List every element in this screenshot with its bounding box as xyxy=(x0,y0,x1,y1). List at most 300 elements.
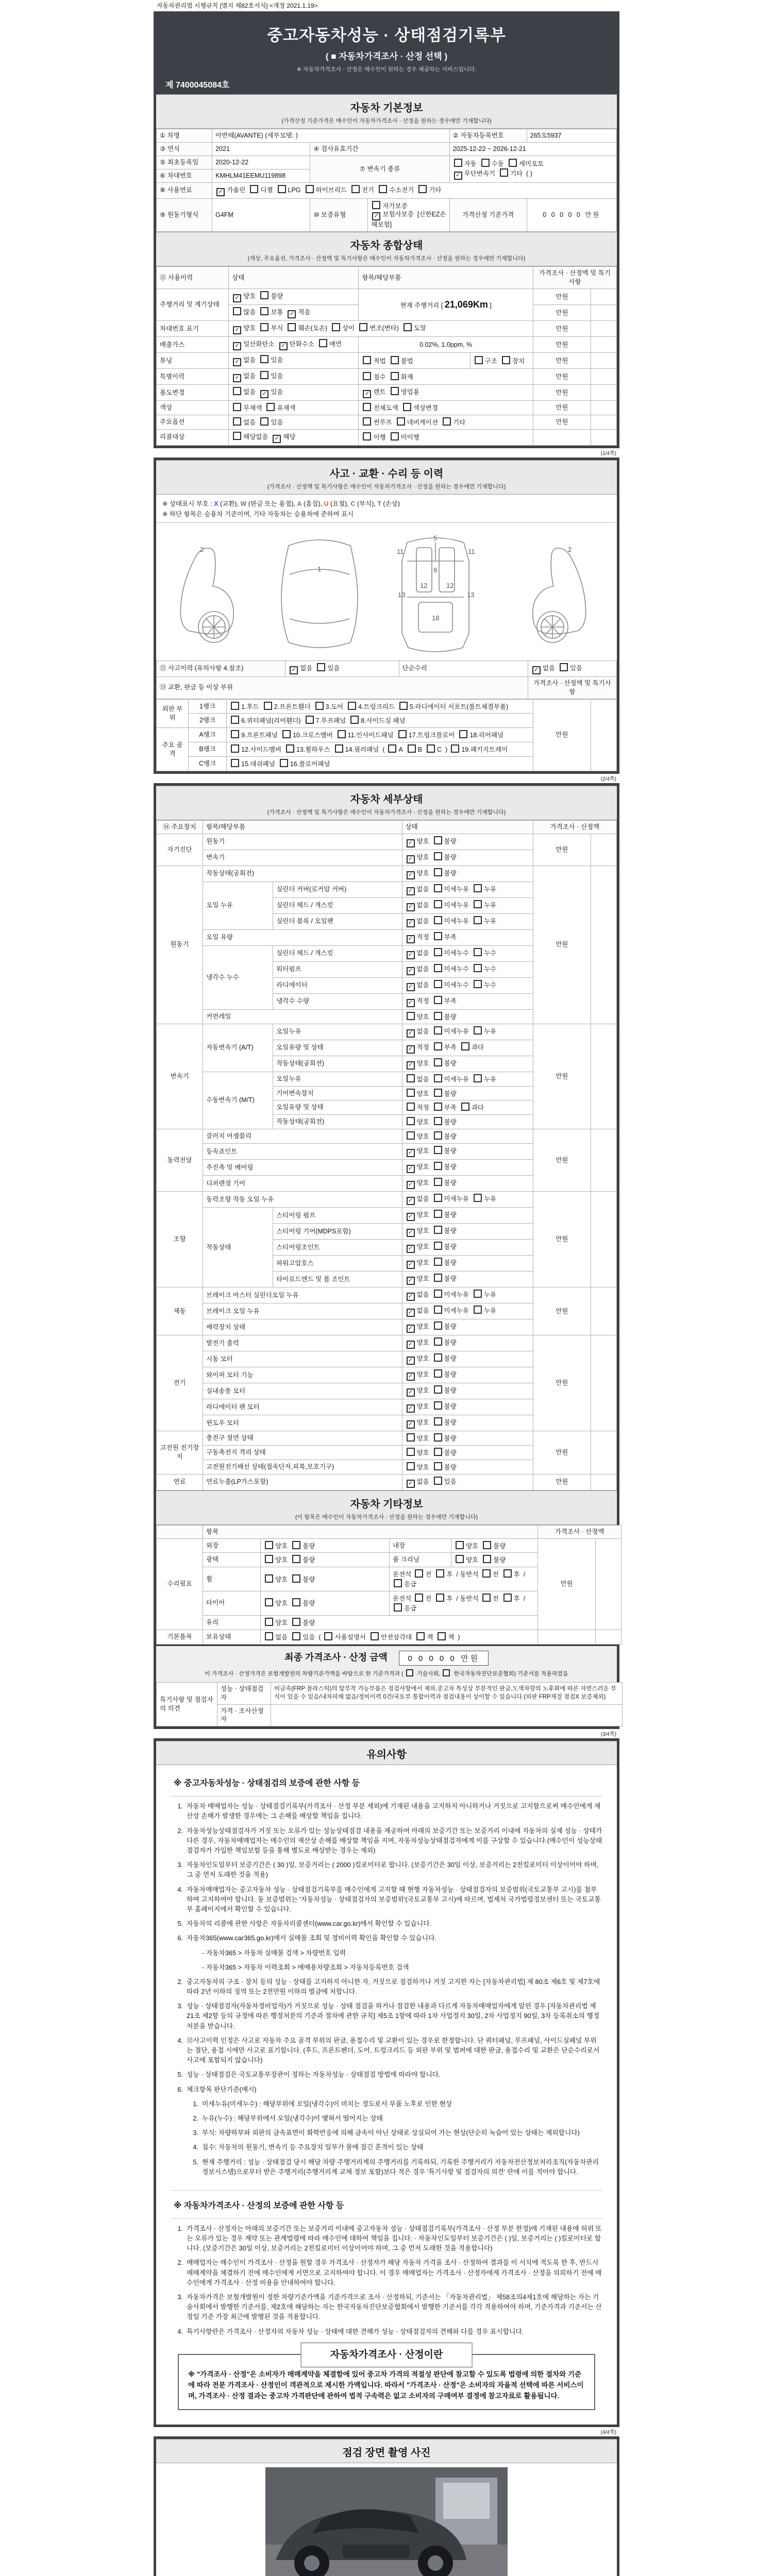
checkbox[interactable] xyxy=(434,1042,442,1050)
cell xyxy=(591,429,616,445)
checkbox[interactable] xyxy=(379,185,387,193)
checkbox[interactable] xyxy=(482,1569,491,1578)
checkbox-label: 응급 xyxy=(404,1581,417,1588)
checkbox[interactable]: ✓ xyxy=(407,935,415,943)
checkbox[interactable] xyxy=(233,387,241,395)
checkbox[interactable] xyxy=(434,1353,442,1362)
checkbox-option xyxy=(390,387,419,397)
option-cell xyxy=(402,913,533,929)
checkbox[interactable] xyxy=(438,1632,446,1640)
checkbox[interactable] xyxy=(260,307,268,315)
page-marker-2: (2/4쪽) xyxy=(600,776,616,782)
checkbox[interactable] xyxy=(317,663,325,671)
checkbox[interactable] xyxy=(399,702,408,710)
checkbox[interactable] xyxy=(231,716,239,724)
header-cell: ⑦ 변속기 종류 xyxy=(310,156,449,182)
header-cell: ⑤ 최초등록일 xyxy=(157,156,212,169)
checkbox[interactable] xyxy=(288,323,296,331)
checkbox[interactable] xyxy=(408,744,416,753)
checkbox[interactable] xyxy=(474,916,482,924)
option-cell xyxy=(402,1072,533,1086)
checkbox[interactable] xyxy=(363,432,371,440)
checkbox[interactable] xyxy=(292,1555,300,1563)
notice-text: - 자동차365 > 자동차 이력조회 > 매매용차량조회 > 자동차등록번호 검색 xyxy=(202,1963,409,1971)
checkbox[interactable]: ✓ xyxy=(407,1480,415,1488)
checkbox-option xyxy=(406,901,429,911)
checkbox-option xyxy=(316,663,340,673)
checkbox[interactable] xyxy=(332,323,340,331)
checkbox[interactable] xyxy=(406,1669,413,1676)
option-cell xyxy=(402,1445,533,1460)
cell: 색상 xyxy=(157,401,229,415)
cell: 고전원 전기장치 xyxy=(157,1431,203,1475)
checkbox[interactable] xyxy=(474,1026,482,1035)
checkbox-label: 13.휠하우스 xyxy=(296,746,330,754)
checkbox[interactable]: ✓ xyxy=(407,1388,415,1397)
checkbox[interactable] xyxy=(407,1012,415,1020)
checkbox[interactable] xyxy=(459,730,467,738)
checkbox[interactable]: ✓ xyxy=(407,1309,415,1317)
checkbox-label: 불량 xyxy=(444,1449,457,1456)
checkbox-label: 미세누유 xyxy=(444,1027,469,1035)
header-cell: ④ 검사유효기간 xyxy=(310,142,449,156)
checkbox[interactable] xyxy=(292,1598,300,1606)
accident-legend xyxy=(156,495,617,523)
checkbox[interactable] xyxy=(292,1618,300,1626)
checkbox[interactable] xyxy=(474,900,482,908)
checkbox[interactable] xyxy=(335,744,343,753)
notice-number: 2. xyxy=(177,1977,183,1986)
checkbox-label: 없음 xyxy=(416,1075,429,1083)
checkbox[interactable] xyxy=(233,417,241,426)
checkbox-label: 누유 xyxy=(483,1195,497,1202)
checkbox-label: 불량 xyxy=(444,837,457,845)
checkbox[interactable] xyxy=(286,744,294,753)
checkbox[interactable] xyxy=(394,1579,402,1587)
checkbox[interactable] xyxy=(474,948,482,956)
checkbox[interactable] xyxy=(434,948,442,956)
checkbox[interactable]: ✓ xyxy=(233,294,241,302)
checkbox[interactable] xyxy=(324,1632,332,1640)
checkbox-option xyxy=(272,433,295,443)
svg-text:11: 11 xyxy=(397,547,404,555)
checkbox-label: 누유 xyxy=(483,1075,497,1083)
option-cell xyxy=(402,993,533,1009)
notice-item xyxy=(171,1919,602,1928)
checkbox[interactable] xyxy=(250,185,258,193)
checkbox[interactable]: ✓ xyxy=(407,1261,415,1269)
checkbox[interactable] xyxy=(388,744,396,753)
checkbox[interactable] xyxy=(415,1594,423,1602)
checkbox[interactable] xyxy=(315,702,324,710)
checkbox-label: 기타 xyxy=(510,170,523,177)
checkbox[interactable] xyxy=(363,372,371,380)
overall-condition-table xyxy=(156,266,617,446)
checkbox[interactable]: ✓ xyxy=(407,1229,415,1237)
checkbox[interactable] xyxy=(292,1541,300,1549)
checkbox[interactable] xyxy=(503,1569,512,1578)
checkbox[interactable] xyxy=(474,884,482,892)
checkbox[interactable]: ✓ xyxy=(407,983,415,991)
checkbox[interactable] xyxy=(338,730,346,738)
checkbox[interactable]: ✓ xyxy=(288,310,296,318)
checkbox-option xyxy=(264,1618,288,1628)
checkbox[interactable] xyxy=(363,356,371,364)
checkbox[interactable] xyxy=(434,1401,442,1410)
checkbox[interactable] xyxy=(418,185,427,193)
checkbox[interactable]: ✓ xyxy=(233,326,241,334)
checkbox[interactable] xyxy=(231,744,239,753)
cell: 1랭크 xyxy=(189,699,227,714)
checkbox[interactable] xyxy=(278,185,286,193)
checkbox[interactable] xyxy=(407,1448,415,1456)
checkbox-option xyxy=(433,1448,457,1458)
checkbox-option xyxy=(265,403,295,413)
checkbox[interactable] xyxy=(391,387,399,395)
checkbox-option xyxy=(473,980,496,990)
cell: 주행거리 및 계기상태 xyxy=(157,289,229,321)
checkbox[interactable] xyxy=(451,744,459,753)
checkbox[interactable] xyxy=(407,1462,415,1470)
checkbox[interactable] xyxy=(443,1669,450,1676)
checkbox[interactable]: ✓ xyxy=(407,1213,415,1221)
notice-text: 자동차의 리콜에 관한 사항은 자동차리콜센터(www.car.go.kr)에서 확인할 수 있습니다. xyxy=(187,1920,432,1928)
checkbox[interactable] xyxy=(474,964,482,972)
checkbox[interactable]: ✓ xyxy=(407,871,415,879)
checkbox[interactable] xyxy=(560,663,568,671)
checkbox[interactable]: ✓ xyxy=(407,1197,415,1205)
checkbox[interactable] xyxy=(482,1594,491,1602)
checkbox[interactable] xyxy=(434,980,442,988)
cell: 스티어링조인트 xyxy=(273,1240,402,1256)
checkbox[interactable]: ✓ xyxy=(372,212,380,221)
checkbox[interactable] xyxy=(434,1258,442,1266)
checkbox[interactable] xyxy=(306,185,314,193)
checkbox[interactable] xyxy=(348,702,356,710)
cell xyxy=(271,1704,623,1726)
checkbox[interactable]: ✓ xyxy=(407,1341,415,1349)
checkbox-label: 미세누유 xyxy=(444,1195,469,1202)
checkbox[interactable]: ✓ xyxy=(407,1045,415,1054)
notice-item xyxy=(186,2142,602,2152)
checkbox[interactable]: ✓ xyxy=(407,1420,415,1429)
checkbox[interactable]: ✓ xyxy=(407,1325,415,1333)
checkbox[interactable] xyxy=(436,1594,444,1602)
checkbox[interactable] xyxy=(351,185,360,193)
checkbox[interactable]: ✓ xyxy=(532,666,541,674)
checkbox[interactable] xyxy=(434,1074,442,1082)
checkbox-label: 없음 xyxy=(542,664,555,672)
checkbox[interactable] xyxy=(434,1089,442,1097)
checkbox[interactable] xyxy=(434,868,442,876)
checkbox[interactable] xyxy=(434,1321,442,1330)
checkbox[interactable] xyxy=(265,1574,273,1583)
checkbox[interactable] xyxy=(456,1555,464,1563)
checkbox[interactable] xyxy=(407,1074,415,1082)
checkbox[interactable] xyxy=(436,1569,444,1578)
checkbox[interactable] xyxy=(434,1012,442,1020)
checkbox[interactable] xyxy=(398,730,407,738)
checkbox[interactable]: ✓ xyxy=(279,342,288,350)
checkbox[interactable] xyxy=(502,356,510,364)
checkbox[interactable]: ✓ xyxy=(407,839,415,848)
checkbox[interactable] xyxy=(434,852,442,860)
checkbox[interactable] xyxy=(434,1026,442,1035)
checkbox-option xyxy=(406,1418,429,1429)
cell xyxy=(591,1474,616,1490)
option-cell xyxy=(227,699,533,714)
checkbox-label: 누수 xyxy=(483,949,497,957)
checkbox[interactable] xyxy=(474,1290,482,1298)
notice-number: 2. xyxy=(193,2114,198,2122)
checkbox[interactable]: ✓ xyxy=(407,1357,415,1365)
checkbox[interactable] xyxy=(483,1541,491,1549)
checkbox-option xyxy=(287,323,327,333)
checkbox[interactable] xyxy=(474,1306,482,1314)
checkbox[interactable] xyxy=(363,417,371,426)
checkbox[interactable] xyxy=(500,168,508,177)
checkbox[interactable] xyxy=(434,836,442,844)
checkbox[interactable] xyxy=(265,1598,273,1606)
checkbox[interactable]: ✓ xyxy=(216,188,225,196)
checkbox[interactable] xyxy=(434,1385,442,1394)
checkbox[interactable]: ✓ xyxy=(407,1372,415,1381)
checkbox[interactable] xyxy=(434,1058,442,1066)
checkbox[interactable] xyxy=(292,1632,300,1640)
checkbox[interactable] xyxy=(265,1632,273,1640)
notice-number xyxy=(186,1948,198,1958)
checkbox[interactable] xyxy=(260,291,268,299)
notice-item xyxy=(171,2001,602,2031)
checkbox[interactable] xyxy=(434,1194,442,1202)
checkbox[interactable] xyxy=(475,356,483,364)
checkbox[interactable] xyxy=(407,1089,415,1097)
option-cell xyxy=(359,385,533,401)
checkbox[interactable] xyxy=(434,1178,442,1186)
checkbox-option xyxy=(393,1603,416,1613)
checkbox[interactable] xyxy=(350,716,359,724)
checkbox[interactable]: ✓ xyxy=(273,435,281,443)
checkbox[interactable] xyxy=(434,1146,442,1154)
notice-text: 자동차인도일부터 보증기간은 ( 30 )일, 보증거리는 ( 2000 )킬로미터로 합니다. (보증기간은 30일 이상, 보증거리는 2천킬로미터 이상이어야 하며, 그 중 먼저 도래한 것을 적용) xyxy=(187,1861,599,1879)
checkbox-label: 양호 xyxy=(416,1449,429,1456)
checkbox[interactable] xyxy=(266,403,275,411)
checkbox[interactable]: ✓ xyxy=(407,999,415,1007)
checkbox-label: 7.루프패널 xyxy=(315,717,346,725)
checkbox[interactable] xyxy=(461,1042,469,1050)
checkbox[interactable] xyxy=(372,201,380,209)
checkbox[interactable] xyxy=(407,1131,415,1140)
checkbox-option xyxy=(433,868,457,878)
checkbox-option xyxy=(433,964,469,974)
checkbox[interactable] xyxy=(434,1477,442,1485)
checkbox[interactable]: ✓ xyxy=(407,1293,415,1301)
notice-item xyxy=(171,1860,602,1879)
checkbox[interactable] xyxy=(391,356,399,364)
checkbox[interactable] xyxy=(231,702,239,710)
checkbox[interactable] xyxy=(434,1306,442,1314)
checkbox[interactable] xyxy=(434,1462,442,1470)
cell: 용도변경 xyxy=(157,385,229,401)
checkbox[interactable] xyxy=(280,759,288,767)
cell: 윈도우 모터 xyxy=(203,1415,402,1431)
notice-text: 성능 · 상태점검은 국토교통부장관이 정하는 자동차성능 · 상태점검 방법에 따라야 합니다. xyxy=(187,2071,441,2079)
cell: 작동상태(공회전) xyxy=(203,866,402,882)
checkbox[interactable] xyxy=(265,1555,273,1563)
checkbox[interactable] xyxy=(434,964,442,972)
checkbox[interactable] xyxy=(282,730,291,738)
checkbox[interactable] xyxy=(415,1569,423,1578)
checkbox[interactable]: ✓ xyxy=(407,1404,415,1413)
checkbox[interactable] xyxy=(434,1369,442,1378)
checkbox-option xyxy=(435,1569,452,1579)
checkbox[interactable] xyxy=(474,1074,482,1082)
checkbox[interactable] xyxy=(434,1242,442,1250)
checkbox[interactable] xyxy=(481,159,490,167)
checkbox-label: 양호 xyxy=(243,325,256,332)
checkbox[interactable]: ✓ xyxy=(407,951,415,959)
checkbox[interactable] xyxy=(434,1162,442,1170)
checkbox-label: 양호 xyxy=(275,1619,288,1626)
checkbox[interactable] xyxy=(434,1117,442,1125)
checkbox[interactable]: ✓ xyxy=(407,967,415,975)
checkbox[interactable] xyxy=(231,730,239,738)
checkbox[interactable] xyxy=(434,884,442,892)
checkbox[interactable]: ✓ xyxy=(407,1165,415,1173)
checkbox-option xyxy=(230,730,278,740)
checkbox[interactable] xyxy=(434,1210,442,1218)
checkbox-option xyxy=(291,1555,315,1565)
checkbox[interactable] xyxy=(434,1417,442,1426)
option-cell xyxy=(402,1176,533,1192)
checkbox[interactable] xyxy=(503,1594,512,1602)
checkbox[interactable] xyxy=(233,403,241,411)
checkbox[interactable] xyxy=(363,403,371,411)
checkbox-label: 없음 xyxy=(416,949,429,957)
checkbox[interactable] xyxy=(509,159,517,167)
checkbox[interactable]: ✓ xyxy=(260,390,268,398)
cell xyxy=(591,699,616,771)
checkbox[interactable]: ✓ xyxy=(407,1061,415,1070)
checkbox-label: 양호 xyxy=(416,1133,429,1141)
checkbox[interactable]: ✓ xyxy=(407,887,415,895)
option-cell xyxy=(227,757,533,771)
option-cell xyxy=(402,1240,533,1256)
checkbox-option xyxy=(362,417,392,427)
checkbox[interactable] xyxy=(434,996,442,1004)
option-cell xyxy=(359,401,533,415)
checkbox[interactable] xyxy=(474,980,482,988)
checkbox[interactable]: ✓ xyxy=(363,390,371,398)
checkbox[interactable] xyxy=(265,1541,273,1549)
checkbox[interactable] xyxy=(292,1574,300,1583)
checkbox[interactable] xyxy=(434,1131,442,1140)
checkbox[interactable] xyxy=(265,1618,273,1626)
checkbox[interactable] xyxy=(427,744,435,753)
checkbox[interactable]: ✓ xyxy=(407,855,415,863)
checkbox[interactable] xyxy=(403,403,411,411)
checkbox[interactable] xyxy=(233,307,241,315)
checkbox[interactable] xyxy=(319,339,327,347)
table-row xyxy=(157,676,617,699)
checkbox-label: 자동 xyxy=(464,160,477,167)
checkbox[interactable]: ✓ xyxy=(233,374,241,382)
checkbox[interactable] xyxy=(416,1632,425,1640)
checkbox[interactable] xyxy=(407,1103,415,1111)
option-cell xyxy=(359,429,533,445)
checkbox[interactable] xyxy=(391,432,399,440)
checkbox[interactable]: ✓ xyxy=(407,1277,415,1285)
checkbox[interactable]: ✓ xyxy=(407,919,415,927)
checkbox[interactable] xyxy=(407,1433,415,1442)
checkbox[interactable] xyxy=(394,1603,402,1612)
checkbox[interactable]: ✓ xyxy=(233,358,241,366)
checkbox[interactable] xyxy=(434,916,442,924)
checkbox[interactable]: ✓ xyxy=(233,342,241,350)
checkbox[interactable] xyxy=(474,1194,482,1202)
checkbox[interactable]: ✓ xyxy=(407,1029,415,1038)
checkbox[interactable] xyxy=(434,1103,442,1111)
checkbox[interactable] xyxy=(434,1290,442,1298)
checkbox[interactable]: ✓ xyxy=(407,1181,415,1189)
checkbox[interactable] xyxy=(454,159,462,167)
checkbox[interactable] xyxy=(456,1541,464,1549)
checkbox[interactable] xyxy=(461,1103,469,1111)
checkbox[interactable] xyxy=(306,716,314,724)
checkbox-option xyxy=(406,1386,429,1397)
checkbox-option xyxy=(390,356,413,366)
checkbox[interactable] xyxy=(233,432,241,440)
checkbox-label: 많음 xyxy=(243,309,256,316)
checkbox[interactable]: ✓ xyxy=(407,1149,415,1157)
checkbox[interactable] xyxy=(434,1226,442,1234)
checkbox[interactable] xyxy=(260,355,268,363)
checkbox[interactable] xyxy=(434,1274,442,1282)
checkbox[interactable] xyxy=(260,417,268,426)
checkbox[interactable] xyxy=(391,372,399,380)
checkbox[interactable] xyxy=(404,323,412,331)
checkbox[interactable] xyxy=(264,702,272,710)
header-cell xyxy=(157,1525,203,1538)
checkbox[interactable] xyxy=(483,1555,491,1563)
checkbox[interactable] xyxy=(434,900,442,908)
checkbox[interactable] xyxy=(434,1337,442,1346)
checkbox[interactable]: ✓ xyxy=(407,903,415,911)
checkbox[interactable] xyxy=(434,1448,442,1456)
checkbox[interactable] xyxy=(407,1117,415,1125)
cell: 만원 xyxy=(533,401,591,415)
checkbox[interactable] xyxy=(260,323,268,331)
checkbox[interactable] xyxy=(359,323,367,331)
checkbox[interactable] xyxy=(371,1632,379,1640)
cell xyxy=(591,1024,616,1129)
checkbox[interactable] xyxy=(443,417,451,426)
notice-number: 1. xyxy=(177,2224,183,2232)
option-cell xyxy=(261,1630,538,1644)
checkbox[interactable] xyxy=(231,759,239,767)
checkbox[interactable] xyxy=(434,1433,442,1442)
checkbox[interactable]: ✓ xyxy=(407,1245,415,1253)
checkbox[interactable] xyxy=(260,371,268,379)
checkbox-option xyxy=(349,716,405,725)
checkbox[interactable]: ✓ xyxy=(454,172,462,180)
checkbox[interactable] xyxy=(434,932,442,940)
checkbox[interactable] xyxy=(397,417,405,426)
option-cell xyxy=(402,834,533,850)
checkbox-option xyxy=(249,185,273,195)
table-row xyxy=(157,401,617,415)
checkbox[interactable]: ✓ xyxy=(290,666,298,674)
